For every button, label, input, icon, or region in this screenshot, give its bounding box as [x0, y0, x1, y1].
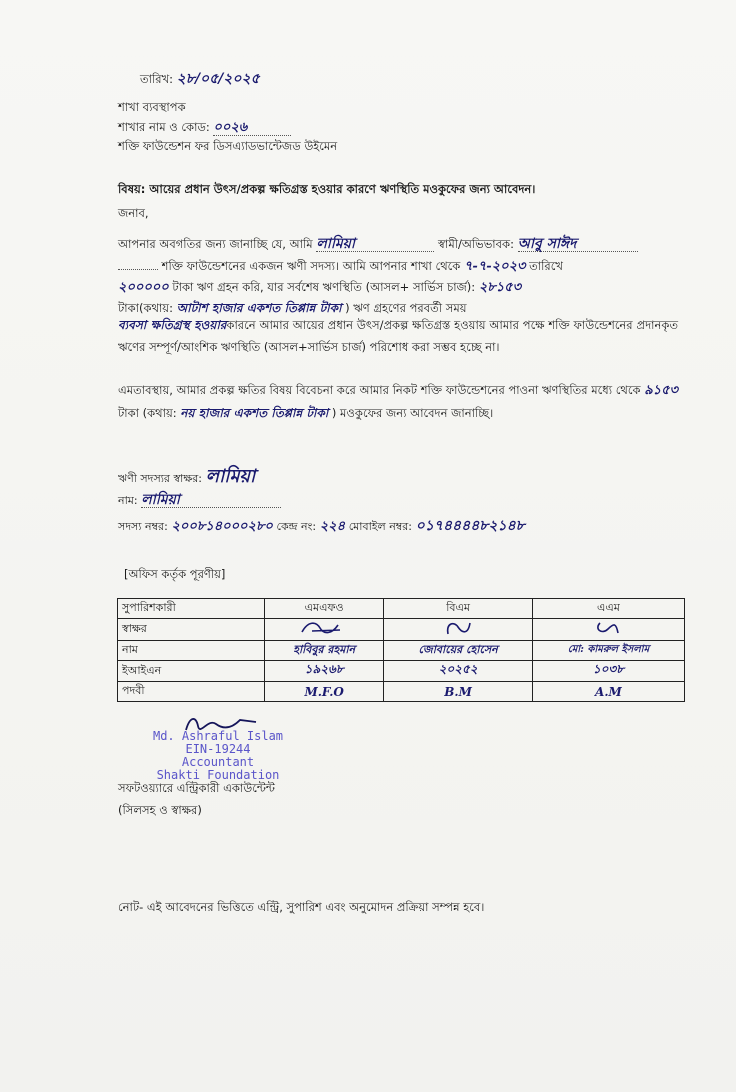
- bm-ein: ২০২৫২: [384, 661, 533, 682]
- para1-text6: টাকা(কথায়:: [118, 301, 173, 315]
- date-value: ২৮/০৫/২০২৫: [176, 71, 260, 87]
- para1-line3: [118, 280, 521, 295]
- addressee-line3: শক্তি ফাউন্ডেশন ফর ডিসএ্যাডভান্টেজড উইমেন: [118, 139, 338, 153]
- office-table: [117, 598, 685, 702]
- bm-designation: B.M: [384, 682, 533, 702]
- row-label-designation: পদবী: [118, 682, 265, 702]
- stamp-line1: Md. Ashraful Islam: [152, 729, 284, 743]
- member-no-hw: ২০০৮১৪০০০২৮০: [171, 519, 273, 534]
- bm-signature: [384, 619, 533, 641]
- member-name-hw: লামিয়া: [316, 237, 434, 252]
- para1-text3: শক্তি ফাউন্ডেশনের একজন ঋণী সদস্য। আমি আপনার শাখা থেকে: [161, 259, 461, 273]
- addressee-line1: শাখা ব্যবস্থাপক: [118, 100, 186, 114]
- waiver-amount-hw: ৯১৫৩: [644, 383, 678, 398]
- para1-line4: [118, 301, 466, 315]
- blank-dots: [118, 269, 158, 270]
- stamp-line4: Shakti Foundation: [156, 768, 280, 782]
- branch-code: ০০২৬: [213, 121, 291, 136]
- am-designation: A.M: [532, 682, 684, 702]
- header-bm: বিএম: [384, 599, 533, 619]
- date-label: তারিখ:: [140, 72, 174, 86]
- bm-name: জোবায়ের হোসেন: [384, 641, 533, 661]
- row-label-ein: ইআইএন: [118, 661, 265, 682]
- para1-text4: তারিখে: [529, 259, 563, 273]
- guardian-name-hw: আবু সাঈদ: [518, 237, 638, 252]
- balance-words-hw: আটাশ হাজার একশত তিপ্পান্ন টাকা: [176, 301, 342, 315]
- para1-text1: আপনার অবগতির জন্য জানাচ্ছি যে, আমি: [118, 237, 313, 251]
- office-row-ein: [118, 661, 685, 682]
- loan-date-hw: ৭-৭-২০২৩: [463, 259, 526, 274]
- para1-line2: [118, 259, 563, 274]
- para1-text5: টাকা ঋণ গ্রহন করি, যার সর্বশেষ ঋণস্থিতি (আসল+ সার্ভিস চার্জ):: [172, 280, 476, 294]
- center-no-hw: ২২৪: [319, 519, 346, 534]
- para2-text3: ) মওকুফের জন্য আবেদন জানাচ্ছি।: [331, 406, 494, 420]
- header-am: এএম: [532, 599, 684, 619]
- am-signature: [532, 619, 684, 641]
- row-label-signature: স্বাক্ষর: [118, 619, 265, 641]
- waiver-words-hw: নয় হাজার একশত তিপ্পান্ন টাকা: [180, 406, 329, 420]
- stamp-line3: Accountant: [181, 755, 255, 769]
- branch-label: শাখার নাম ও কোড:: [118, 120, 210, 134]
- office-row-designation: [118, 682, 685, 702]
- signature-label: ঋণী সদস্যর স্বাক্ষর:: [118, 472, 202, 485]
- row-label-name: নাম: [118, 641, 265, 661]
- mfo-designation: M.F.O: [265, 682, 384, 702]
- para2: [118, 379, 678, 424]
- date-line: [140, 72, 260, 86]
- borrower-name-hw: লামিয়া: [141, 493, 281, 508]
- accountant-sub: (সিলসহ ও স্বাক্ষর): [118, 803, 202, 817]
- name-label: নাম:: [118, 494, 138, 507]
- office-row-name: [118, 641, 685, 661]
- mobile-label: মোবাইল নম্বর:: [348, 520, 413, 533]
- mfo-ein: ১৯২৬৮: [265, 661, 384, 682]
- borrower-signature-line: [118, 466, 256, 487]
- salutation: জনাব,: [118, 206, 149, 220]
- para1-text8: কারনে আমার আয়ের প্রধান উৎস/প্রকল্প ক্ষতিগ্রস্ত হওয়ায় আমার পক্ষে শক্তি ফাউন্ডেশনের প্রদানকৃত ঋণের সম্পূর্ণ/আংশিক ঋণস্থিতি (আসল+সার্ভিস চার্জ) পরিশোধ করা সম্ভব হচ্ছে না।: [118, 318, 678, 354]
- am-name: মো: কামরুল ইসলাম: [532, 641, 684, 661]
- borrower-signature: লামিয়া: [205, 466, 256, 487]
- addressee-line2: [118, 120, 291, 136]
- borrower-ids-line: [118, 519, 525, 534]
- office-row-signature: [118, 619, 685, 641]
- balance-hw: ২৮১৫৩: [478, 280, 522, 295]
- para1-text2: স্বামী/অভিভাবক:: [438, 237, 514, 251]
- mfo-name: হাবিবুর রহমান: [265, 641, 384, 661]
- loan-amount-hw: ২০০০০০: [118, 280, 169, 295]
- para2-text2: টাকা (কথায়:: [118, 406, 177, 420]
- para1-line1: [118, 237, 638, 252]
- footer-note: নোট- এই আবেদনের ভিত্তিতে এন্ট্রি, সুপারিশ এবং অনুমোদন প্রক্রিয়া সম্পন্ন হবে।: [118, 900, 485, 914]
- stamp-line2: EIN-19244: [185, 742, 251, 756]
- member-no-label: সদস্য নম্বর:: [118, 520, 168, 533]
- reason-hw: ব্যবসা ক্ষতিগ্রস্থ হওয়ার: [118, 318, 227, 332]
- accountant-title: সফটওয়্যারে এন্ট্রিকারী একাউন্টেন্ট: [118, 781, 275, 795]
- office-table-header: [118, 599, 685, 619]
- header-recommender: সুপারিশকারী: [118, 599, 265, 619]
- office-note: [অফিস কর্তৃক পূরণীয়]: [124, 567, 226, 581]
- para1-text7: ) ঋণ গ্রহণের পরবর্তী সময়: [345, 301, 467, 315]
- accountant-stamp: [148, 730, 288, 782]
- center-label: কেন্দ্র নং:: [276, 520, 317, 533]
- mobile-no-hw: ০১৭৪৪৪৪৮২১৪৮: [415, 518, 525, 534]
- para1-rest: [118, 314, 678, 358]
- am-ein: ১০৩৮: [532, 661, 684, 682]
- subject: বিষয়: আয়ের প্রধান উৎস/প্রকল্প ক্ষতিগ্রস্ত হওয়ার কারণে ঋণস্থিতি মওকুফের জন্য আবেদন।: [118, 182, 536, 196]
- borrower-name-line: [118, 493, 281, 508]
- mfo-signature: [265, 619, 384, 641]
- header-mfo: এমএফও: [265, 599, 384, 619]
- para2-text1: এমতাবস্থায়, আমার প্রকল্প ক্ষতির বিষয় বিবেচনা করে আমার নিকট শক্তি ফাউন্ডেশনের পাওনা ঋণস্থিতির মধ্যে থেকে: [118, 383, 641, 397]
